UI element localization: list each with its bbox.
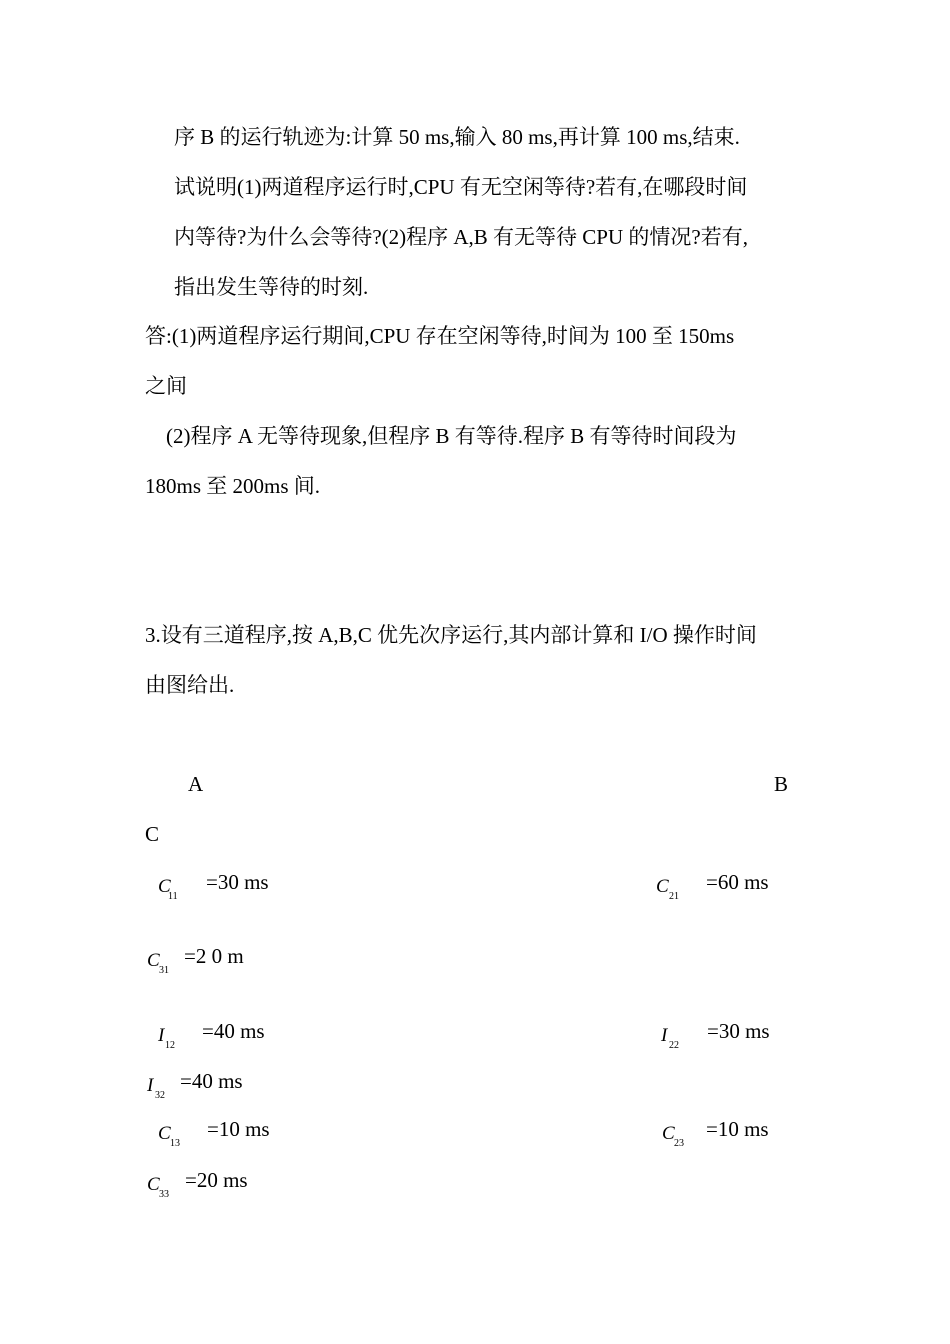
question-line-3: 内等待?为什么会等待?(2)程序 A,B 有无等待 CPU 的情况?若有, (174, 225, 748, 249)
question-line-4: 指出发生等待的时刻. (174, 275, 369, 299)
figure-label-a: A (188, 772, 204, 796)
i22-value: =30 ms (707, 1019, 770, 1043)
answer-line-4: 180ms 至 200ms 间. (145, 474, 321, 498)
c33-subscript: 33 (159, 1189, 169, 1200)
c31-letter: C (147, 950, 160, 971)
c31-value: =2 0 m (184, 944, 244, 968)
i22-subscript: 22 (669, 1040, 679, 1051)
c13-subscript: 13 (170, 1138, 180, 1149)
c11-value: =30 ms (206, 870, 269, 894)
c23-value: =10 ms (706, 1117, 769, 1141)
c23-subscript: 23 (674, 1138, 684, 1149)
i22-letter: I (661, 1025, 668, 1046)
question-line-2: 试说明(1)两道程序运行时,CPU 有无空闲等待?若有,在哪段时间 (174, 175, 748, 199)
answer-line-1: 答:(1)两道程序运行期间,CPU 存在空闲等待,时间为 100 至 150ms (145, 324, 735, 348)
c23-letter: C (662, 1123, 675, 1144)
c31-subscript: 31 (159, 965, 169, 976)
i32-letter: I (147, 1075, 154, 1096)
i12-value: =40 ms (202, 1019, 265, 1043)
answer-line-3: (2)程序 A 无等待现象,但程序 B 有等待.程序 B 有等待时间段为 (166, 424, 737, 448)
c21-value: =60 ms (706, 870, 769, 894)
question-line-1: 序 B 的运行轨迹为:计算 50 ms,输入 80 ms,再计算 100 ms,结束. (174, 125, 740, 149)
i12-subscript: 12 (165, 1040, 175, 1051)
c21-subscript: 21 (669, 891, 679, 902)
c11-subscript: 11 (168, 891, 178, 902)
c13-value: =10 ms (207, 1117, 270, 1141)
c13-letter: C (158, 1123, 171, 1144)
answer-line-2: 之间 (145, 374, 187, 398)
question3-line-2: 由图给出. (145, 673, 235, 697)
figure-label-c: C (145, 822, 160, 846)
c11-letter: C (158, 876, 171, 897)
i32-value: =40 ms (180, 1069, 243, 1093)
c21-letter: C (656, 876, 669, 897)
figure-label-b: B (774, 772, 789, 796)
c33-value: =20 ms (185, 1168, 248, 1192)
i12-letter: I (158, 1025, 165, 1046)
c33-letter: C (147, 1174, 160, 1195)
i32-subscript: 32 (155, 1090, 165, 1101)
question3-line-1: 3.设有三道程序,按 A,B,C 优先次序运行,其内部计算和 I/O 操作时间 (145, 623, 757, 647)
